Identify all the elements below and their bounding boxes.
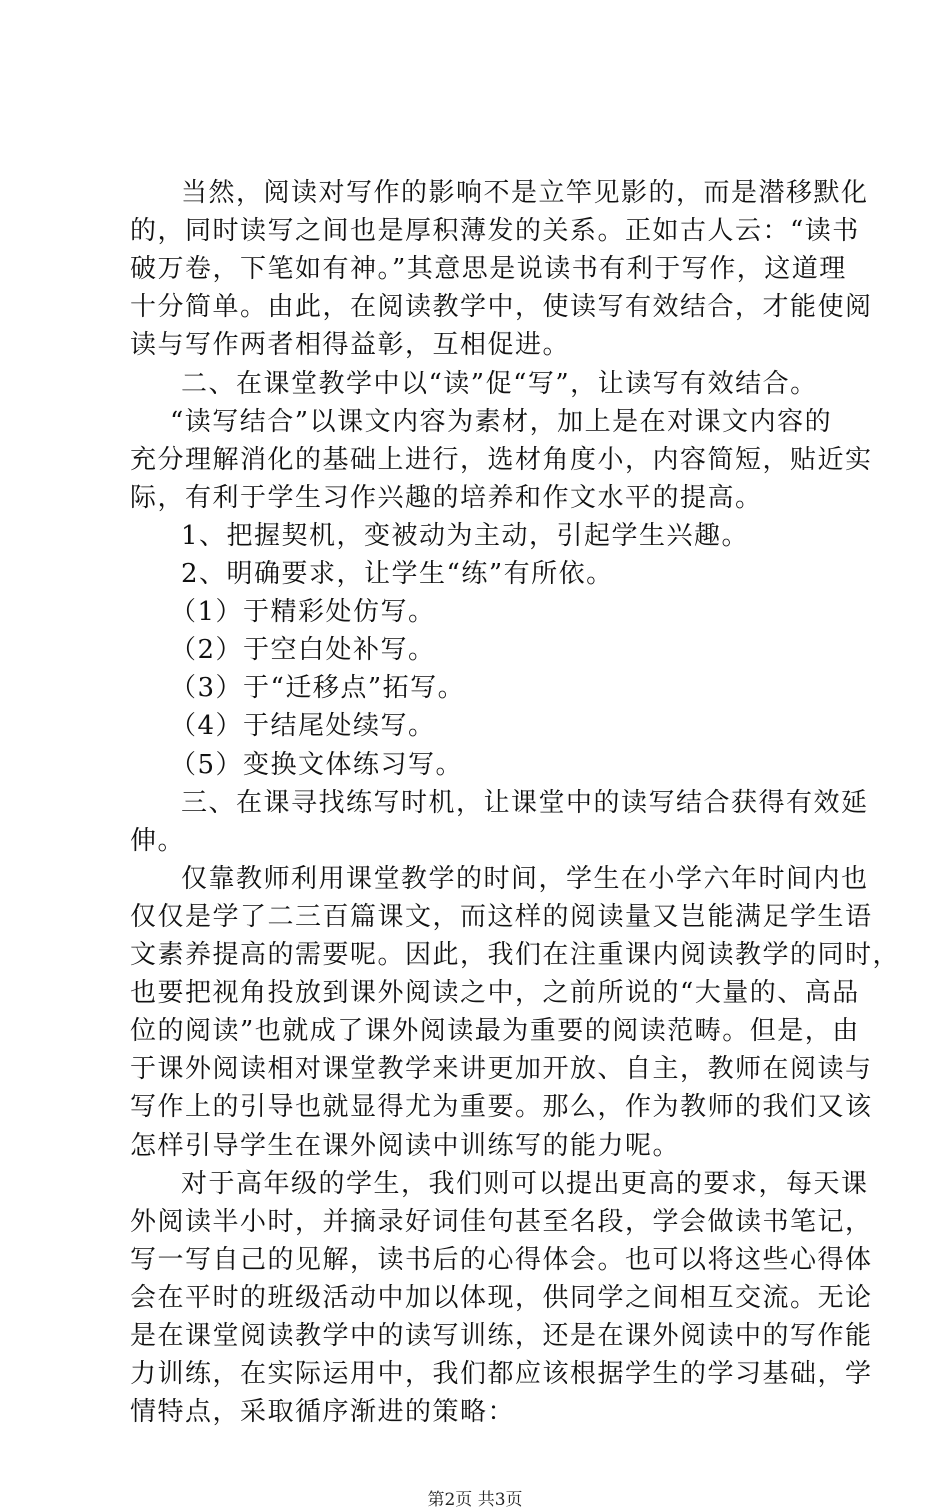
text-line: 文素养提高的需要呢。因此，我们在注重课内阅读教学的同时， — [130, 940, 901, 970]
sub-list-item: （4）于结尾处续写。 — [170, 711, 436, 741]
text-line: 是在课堂阅读教学中的读写训练，还是在课外阅读中的写作能 — [130, 1321, 873, 1351]
sub-list-item: （1）于精彩处仿写。 — [170, 597, 436, 627]
text-line: 的，同时读写之间也是厚积薄发的关系。正如古人云：“读书 — [130, 216, 860, 246]
list-item: 1、把握契机，变被动为主动，引起学生兴趣。 — [181, 521, 750, 551]
text-line: 写一写自己的见解，读书后的心得体会。也可以将这些心得体 — [130, 1245, 873, 1275]
text-line: 读与写作两者相得益彰，互相促进。 — [130, 330, 571, 360]
text-line: 破万卷，下笔如有神。”其意思是说读书有利于写作，这道理 — [130, 254, 847, 284]
sub-list-item: （3）于“迁移点”拓写。 — [170, 673, 466, 703]
text-line: 位的阅读”也就成了课外阅读最为重要的阅读范畴。但是，由 — [130, 1016, 860, 1046]
list-item: 2、明确要求，让学生“练”有所依。 — [181, 559, 614, 589]
text-line: 外阅读半小时，并摘录好词佳句甚至名段，学会做读书笔记， — [130, 1207, 873, 1237]
text-line: 对于高年级的学生，我们则可以提出更高的要求，每天课 — [181, 1169, 869, 1199]
text-line: 写作上的引导也就显得尤为重要。那么，作为教师的我们又该 — [130, 1092, 873, 1122]
text-line: 力训练，在实际运用中，我们都应该根据学生的学习基础，学 — [130, 1359, 873, 1389]
text-line: 仅靠教师利用课堂教学的时间，学生在小学六年时间内也 — [181, 864, 869, 894]
text-line: 十分简单。由此，在阅读教学中，使读写有效结合，才能使阅 — [130, 292, 873, 322]
text-line: 仅仅是学了二三百篇课文，而这样的阅读量又岂能满足学生语 — [130, 902, 873, 932]
text-line: 当然，阅读对写作的影响不是立竿见影的，而是潜移默化 — [181, 178, 869, 208]
section-heading: 二、在课堂教学中以“读”促“写”，让读写有效结合。 — [181, 369, 818, 399]
text-line: 充分理解消化的基础上进行，选材角度小，内容简短，贴近实 — [130, 445, 873, 475]
sub-list-item: （2）于空白处补写。 — [170, 635, 436, 665]
text-line: 怎样引导学生在课外阅读中训练写的能力呢。 — [130, 1131, 681, 1161]
text-line: 际，有利于学生习作兴趣的培养和作文水平的提高。 — [130, 483, 763, 513]
text-line: 伸。 — [130, 826, 186, 856]
page-number: 第2页 共3页 — [427, 1490, 523, 1510]
sub-list-item: （5）变换文体练习写。 — [170, 750, 464, 780]
text-line: 于课外阅读相对课堂教学来讲更加开放、自主，教师在阅读与 — [130, 1054, 873, 1084]
text-line: “读写结合”以课文内容为素材，加上是在对课文内容的 — [170, 407, 833, 437]
text-line: 会在平时的班级活动中加以体现，供同学之间相互交流。无论 — [130, 1283, 873, 1313]
text-line: 情特点，采取循序渐进的策略： — [130, 1397, 516, 1427]
section-heading: 三、在课寻找练写时机，让课堂中的读写结合获得有效延 — [181, 788, 869, 818]
text-line: 也要把视角投放到课外阅读之中，之前所说的“大量的、高品 — [130, 978, 860, 1008]
